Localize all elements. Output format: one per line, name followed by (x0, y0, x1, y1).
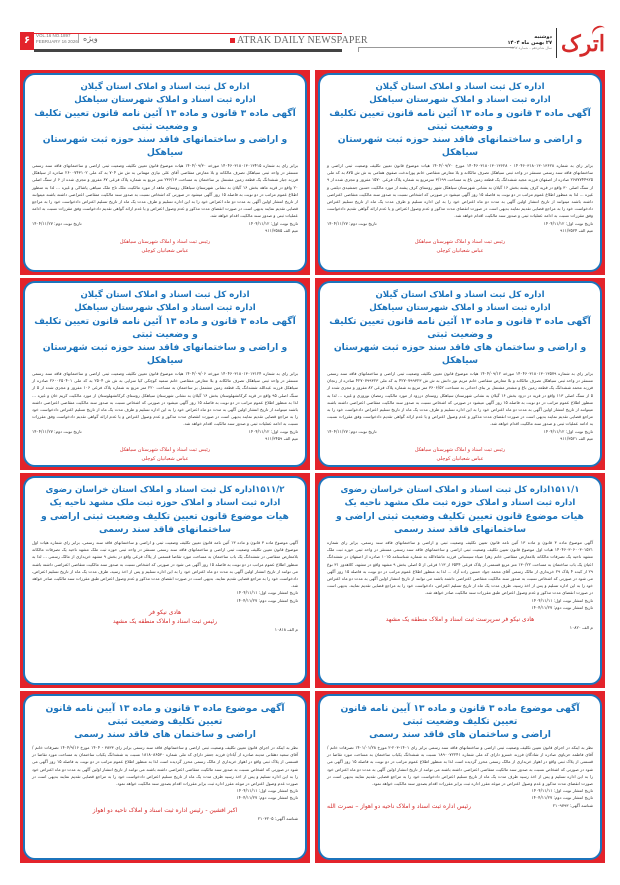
ad-signature: عباس شعبانیان کوچلی (436, 455, 484, 462)
ad-title: اداره ثبت اسناد و املاک شهرستان سیاهکل (369, 303, 551, 313)
ad-code: م الف ۱۰۸۲۰ (569, 625, 593, 631)
ad-notice (20, 278, 310, 470)
ad-signature: رئیس اداره ثبت اسناد و املاک ناحیه دو اهواز – نصرت الله (327, 802, 471, 810)
volume: VOL.16 NO.1897 (36, 33, 71, 38)
ad-title: ۱۵۱۱/۲اداره کل ثبت اسناد و املاک استان خراسان رضوی (45, 485, 285, 495)
ad-notice (315, 278, 605, 470)
date-rule (358, 47, 514, 48)
ad-signature: عباس شعبانیان کوچلی (141, 455, 189, 462)
section-label: ویژه (78, 34, 98, 43)
ad-notice (315, 691, 605, 863)
logo-separator (556, 28, 557, 58)
date-second: تاریخ نوبت دوم: ۱۴۰۴/۱۱/۲۷ (327, 428, 377, 434)
date-second: تاریخ انتشار نوبت دوم: ۱۴۰۴/۱۱/۲۷ (236, 795, 298, 801)
date-second: تاریخ انتشار نوبت دوم: ۱۴۰۴/۱۱/۲۷ (531, 604, 593, 610)
ad-body: نظر به اینکه در اجرای قانون تعیین تکلیف وضعیت ثبتی اراضی و ساختمانهای فاقد سند رسمی برابر رای ۳۸۳۳ - ۱۴۰۴ مورخ ۱۴۰۴/۹/۱۶ تصرفات خانم / آقای سعید دهقانی مدینه صادره از آبادان فرزند جعفر دارای کد ملی شماره ۱۸۱۸۰۸۶۵۳۰ نسبت به ششدانگ یکباب ساختمان به مساحت مورد تقاضا در قسمتی از پلاک ثبتی واقع در اهواز خریداری از مالک رسمی محرز گردیده است لذا به منظور اطلاع عموم مراتب در دو نوبت به فاصله ۱۵ روز آگهی می شود در صورتی که اشخاص نسبت به صدور سند مالکیت متقاضی اعتراضی داشته باشند می توانند از تاریخ انتشار اولین آگهی به مدت دو ماه اعتراض خود را به این اداره تسلیم و پس از اخذ رسید ظرف مدت یک ماه از تاریخ تسلیم اعتراض دادخواست خود را به مراجع قضایی تقدیم نمایند بدیهی است در صورت عدم وصول اعتراض در موعد مقرر اداره ثبت برابر مقررات اقدام بصدور سند مالکیت خواهد نمود. (32, 745, 298, 787)
ad-title: اراضی و ساختمان های فاقد سند رسمی (74, 729, 256, 740)
ad-code: م الف ۱۰۸۱۸ (274, 626, 298, 632)
ad-signature: رئیس ثبت اسناد و املاک منطقه یک مشهد (112, 617, 218, 625)
ad-notice (20, 473, 310, 688)
paper-name: ATRAK DAILY NEWSPAPER (230, 35, 368, 46)
ad-body: برابر رای به شماره ۱۴۰۴۶۰۳۱۸۰۱۳۰۱۳۶۲۸ - ۱۴۰۴۶۰۳۱۸۰۱۳۰۱۳۶۲۸ مورخ ۱۴۰۴/۰۹/۲۰ هیات موضوع قانون تعیین تکلیف وضعیت ثبتی اراضی و ساختمانهای فاقد سند رسمی مستقر در واحد ثبتی سیاهکل تصرف مالکانه و بلا معارض متقاضی خانم پوراندخت صفوی همامی به ش ش ۸۷۵ به کد ملی ۲۶۸۷۷۴۴۹۲۵ صادره از اصفهان فرزند مجید ششدانگ یک قطعه زمین باغ به مساحت ۳/۱۹۹ مترمربع به شماره پلاک فرعی ۱۵۷۰ مفروز و مجزی شده از ۹ از سنگ اصلی ۳۰ واقع در قریه کرف پشته بخش ۱۶ گیلان به نشانی شهرستان سیاهکل شهر روستای کرف پشته از مورد مالکیت حسین جمشیدی دیلمی و غیره ... لذا به منظور اطلاع عموم مراتب در دو نوبت به فاصله ۱۵ روز آگهی میشود در صورتی که اشخاص نسبت به صدور سند مالکیت متقاضی اعتراضی داشته باشند میتوانند از تاریخ انتشار اولین آگهی به مدت دو ماه اعتراض خود را به این اداره تسلیم و ظرف مدت یک ماه از تاریخ تسلیم اعتراض دادخواست خود را به مراجع قضایی تقدیم نمایند بدیهی است در صورت انقضای مدت مذکور و عدم وصول اعتراض و یا عدم ارائه گواهی تقدیم دادخواست وفق مقررات نسبت به ادامه عملیات ثبتی و صدور سند مالکیت اقدام خواهد شد. (327, 163, 594, 219)
date-second: تاریخ انتشار نوبت دوم: ۱۴۰۴/۱۱/۲۷ (531, 795, 593, 801)
date-block (500, 34, 552, 50)
header-bar (34, 49, 342, 52)
date-first: تاریخ نوبت اول: ۱۴۰۴/۱۱/۱۲ (543, 220, 593, 226)
ad-title: اداره کل ثبت اسناد و املاک استان گیلان (375, 290, 545, 300)
ad-title: آگهی موضوع ماده ۳ قانون و ماده ۱۳ آیین نامه قانون تعیین تکلیف وضعیت ثبتی (340, 703, 580, 727)
ad-body: برابر رای به شماره ۱۴۰۴۶۰۳۱۸۰۱۳۰۱۳۴۱۵ مورخه ۱۴۰۴/۰۹/۳۰ هیات موضوع قانون تعیین تکلیف وضعیت ثبتی اراضی و ساختمانهای فاقد سند رسمی مستقر در واحد ثبتی سیاهکل تصرف مالکانه و بلا معارض متقاضی آقای علی نیازی مهمانی به ش ش ۷۰۴ به کد ملی ۲۶۰۰۷۴۳۱۰۲ صادره از سیاهکل فرزند جبار ششدانگ یک قطعه زمین مشتمل بر ساختمان به مساحت ۲۳۶/۱۳ متر مربع به شماره پلاک فرعی ۶۷ مفروز و مجزی شده از ۶ از سنگ اصلی ۲۰ واقع در قریه ماهه بخش ۱۶ گیلان به نشانی شهرستان سیاهکل روستای ماهه از مورد مالکیت ملک تاج ملک سیاهی پاشاکی و غیره ... لذا به منظور اطلاع عموم مراتب در دو نوبت به فاصله ۱۵ روز آگهی میشود در صورتی که اشخاص نسبت به صدور سند مالکیت متقاضی اعتراضی داشته باشند میتوانند از تاریخ انتشار اولین آگهی به مدت دو ماه اعتراض خود را به این اداره تسلیم و ظرف مدت یک ماه از تاریخ تسلیم اعتراض دادخواست خود را به مراجع قضایی تقدیم نمایند بدیهی است در صورت انقضای مدت مذکور و عدم وصول اعتراض و یا عدم ارائه گواهی تقدیم دادخواست وفق مقررات نسبت به ادامه عملیات ثبتی و صدور سند مالکیت اقدام خواهد شد. (32, 163, 299, 219)
ad-title: و اراضی و ساختمانهای فاقد سند حوزه ثبت شهرستان سیاهکل (42, 342, 288, 366)
ad-signature: رئیس ثبت اسناد و املاک شهرستان سیاهکل (119, 238, 211, 245)
date-first: تاریخ انتشار نوبت اول: ۱۴۰۴/۱۱/۱۱ (236, 788, 298, 794)
ad-notice (315, 473, 605, 688)
issue-line: سال شانزدهم - شماره ۱۸۹۷ (510, 46, 552, 50)
ad-title: آگهی موضوع ماده ۳ قانون و ماده ۱۳ آیین نامه قانون تعیین تکلیف وضعیت ثبتی (45, 703, 285, 727)
ad-notice (20, 70, 310, 275)
ad-signature: رئیس ثبت اسناد و املاک شهرستان سیاهکل (119, 446, 211, 453)
ad-body: برابر رای به شماره ۱۴۰۴۶۰۳۱۸۰۱۳۰۱۳۱۲۴ مورخه ۱۴۰۴/۰۹/۰۶ هیات موضوع قانون تعیین تکلیف وضعیت ثبتی اراضی و ساختمانهای فاقد سند رسمی مستقر در واحد ثبتی سیاهکل تصرف مالکانه و بلا معارض متقاضی خانم سمیه کوچکی کیا سرایی به ش ش ۲۵۰۴ به کد ملی ۲۶۰۰۲۵۰۴۰۱ صادره از سیاهکل فرزند عبدالله ششدانگ یک قطعه زمین مشتمل بر ساختمان به مساحت ۲۲۰ متر مربع به شماره پلاک فرعی ۱۰۶ مفروز و مجزی شده از ۵ از سنگ اصلی ۹۵ واقع در قریه کرکانشهلوستان بخش ۱۶ گیلان به نشانی شهرستان سیاهکل روستای کرکانشهلوستان از مورد مالکیت کریم خان و غیره ... لذا به منظور اطلاع عموم مراتب در دو نوبت به فاصله ۱۵ روز آگهی میشود در صورتی که اشخاص نسبت به صدور سند مالکیت متقاضی اعتراضی داشته باشند میتوانند از تاریخ انتشار اولین آگهی به مدت دو ماه اعتراض خود را به این اداره تسلیم و ظرف مدت یک ماه از تاریخ تسلیم اعتراض دادخواست خود را به مراجع قضایی تقدیم نمایند بدیهی است در صورت انقضای مدت مذکور و عدم وصول اعتراض و یا عدم ارائه گواهی تقدیم دادخواست وفق مقررات نسبت به ادامه عملیات ثبتی و صدور سند مالکیت اقدام خواهد شد. (32, 371, 299, 427)
page-number: ۶ (20, 32, 34, 50)
date-first: تاریخ انتشار نوبت اول: ۱۴۰۴/۱۱/۱۱ (236, 590, 298, 596)
date-fa: ۲۷ بهمن ماه ۱۴۰۴ (507, 40, 552, 46)
ad-title: آگهی ماده ۳ قانون و ماده ۱۳ آئین نامه قانون تعیین تکلیف و وضعیت ثبتی (34, 316, 296, 340)
date-en: FEBRUARY 16 2026 (36, 39, 78, 44)
ad-code: میم الف ۹۱۱/۳۵۲۴ (560, 227, 593, 233)
ad-title: هیات موضوع قانون تعیین تکلیف وضعیت ثبتی اراضی و ساختمانهای فاقد سند رسمی (336, 511, 584, 535)
ad-body: برابر رای به شماره ۱۴۰۴۶۰۳۱۸۰۱۳۰۱۳۵۷۹ مورخه ۱۴۰۴/۰۹/۱۲ هیات موضوع قانون تعیین تکلیف وضعیت ثبتی اراضی و ساختمانهای فاقد سند رسمی مستقر در واحد ثبتی سیاهکل تصرف مالکانه و بلا معارض متقاضی خانم مریم نور دانش به ش ش ۴۲۷۰۷۹۹۳۲۳ به کد ملی ۴۲۷۰۷۹۹۳۲۳ صادره از زنجان فرزند محمد ششدانگ یک قطعه زمین باغ و مشجر مشتمل بر بنای احداثی به مساحت ۳۶۰۶/۵۲ متر مربع به شماره پلاک فرعی ۸۲ مفروز و مجزی شده از ۵ از سنگ اصلی ۱۱۳ واقع در قریه در دزود بخش ۱۶ گیلان به نشانی شهرستان سیاهکل روستای درزود از مورد مالکیت رمضان نوروزی و غیره ... لذا به منظور اطلاع عموم مراتب در دو نوبت به فاصله ۱۵ روز آگهی میشود در صورتی که اشخاص نسبت به صدور سند مالکیت متقاضی اعتراضی داشته باشند میتوانند از تاریخ انتشار اولین آگهی به مدت دو ماه اعتراض خود را به این اداره تسلیم و ظرف مدت یک ماه از تاریخ تسلیم اعتراض دادخواست خود را به مراجع قضایی تقدیم نمایند بدیهی است در صورت انقضای مدت مذکور و عدم وصول اعتراض و یا عدم ارائه گواهی تقدیم دادخواست وفق مقررات نسبت به ادامه عملیات ثبتی و صدور سند مالکیت اقدام خواهد شد. (327, 371, 593, 427)
ad-title: اداره ثبت اسناد و املاک حوزه ثبت ملک مشهد ناحیه یک (49, 498, 281, 508)
ad-signature: رئیس ثبت اسناد و املاک شهرستان سیاهکل (414, 446, 506, 453)
ad-title: اداره ثبت اسناد و املاک شهرستان سیاهکل (74, 303, 256, 313)
ad-title: آگهی ماده ۳ قانون و ماده ۱۳ آئین نامه قانون تعیین تکلیف و وضعیت ثبتی (329, 108, 591, 132)
date-first: تاریخ نوبت اول: ۱۴۰۴/۱۱/۱۲ (248, 428, 298, 434)
ad-title: اداره کل ثبت اسناد و املاک استان گیلان (80, 82, 250, 92)
ad-title: اداره ثبت اسناد و املاک حوزه ثبت ملک مشهد ناحیه یک (344, 498, 576, 508)
ad-title: اداره ثبت اسناد و املاک شهرستان سیاهکل (74, 95, 256, 105)
date-first: تاریخ انتشار نوبت اول: ۱۴۰۴/۱۱/۱۱ (531, 788, 593, 794)
date-second: تاریخ نوبت دوم: ۱۴۰۴/۱۱/۲۷ (32, 428, 82, 434)
date-first: تاریخ انتشار نوبت اول: ۱۴۰۴/۱۱/۱۱ (531, 597, 593, 603)
ad-title: ۱۵۱۱/۱اداره کل ثبت اسناد و املاک استان خراسان رضوی (340, 485, 580, 495)
ad-title: اداره ثبت اسناد و املاک شهرستان سیاهکل (369, 95, 551, 105)
ad-body: آگهی موضوع ماده ۳ قانون و ماده ۱۳ آئین نامه قانون تعیین تکلیف وضعیت ثبتی و اراضی و ساختمانهای فاقد سند رسمی، برابر رای شماره ۱۴۰۴۶۰۳۰۶۰۰۳۰۱۵۲۱ هیات اول موضوع قانون تعیین تکلیف وضعیت ثبتی اراضی و ساختمانهای فاقد سند رسمی مستقر در واحد ثبتی حوزه ثبت ملک مشهد ناحیه یک تصرفات مالکانه بلامعارض متقاضی خانم زهرا ضیاء سیستانی فرزند ماشاءالله به شماره شناسنامه ۱۰۱۵ صادره از اصفهان در ششدانگ اعیان یک باب ساختمان به مساحت ۱۳۰/۲۲ متر مربع قسمتی از پلاک فرعی ۶۵۴۴ از ۱۱۳ فرعی از ۵ اصلی بخش ۹ مشهد واقع در مشهد، کلاهدوز ۳۱ نوع ۲۹ از کبده ۴ پلاک ۲۹ خریداری از مالک رسمی آقای محمد جواد حسین زاده آزاد ... لذا به منظور اطلاع عموم مراتب در دو نوبت به فاصله ۱۵ روز آگهی می شود در صورتی که اشخاص نسبت به صدور سند مالکیت متقاضی اعتراضی داشته باشند می توانند از تاریخ انتشار اولین آگهی به مدت دو ماه اعتراض خود را به این اداره تسلیم و پس از اخذ رسید، ظرف مدت یک ماه از تاریخ تسلیم اعتراض، دادخواست خود را به مراجع قضایی تقدیم نمایند. بدیهی است در صورت انقضای مدت مذکور و عدم وصول اعتراض طبق مقررات سند مالکیت صادر خواهد شد. (327, 540, 594, 596)
ad-title: آگهی ماده ۳ قانون و ماده ۱۳ آئین نامه قانون تعیین تکلیف و وضعیت ثبتی (34, 108, 296, 132)
ad-signature: عباس شعبانیان کوچلی (436, 247, 484, 254)
ad-signature: رئیس ثبت اسناد و املاک شهرستان سیاهکل (414, 238, 506, 245)
ad-notice (20, 691, 310, 863)
ad-signature: هادی نیکو فر (148, 608, 182, 616)
ad-code: میم الف ۹۱۱/۳۵۲۱ (560, 435, 593, 441)
logo: اترک (560, 26, 606, 62)
volume-info (36, 33, 78, 45)
day: دوشنبه (534, 34, 552, 40)
date-second: تاریخ نوبت دوم: ۱۴۰۴/۱۱/۲۷ (327, 220, 377, 226)
ad-signature: عباس شعبانیان کوچلی (141, 247, 189, 254)
ad-code: شناسه آگهی: ۲۱۰۳۲۰۵ (257, 815, 298, 821)
square-bullet-icon (230, 38, 235, 43)
ad-code: شناسه آگهی: ۲۱۰۹۷۹۳ (552, 802, 593, 808)
ad-title: آگهی ماده ۳ قانون و ماده ۱۳ آئین نامه قانون تعیین تکلیف و وضعیت ثبتی (329, 316, 591, 340)
ad-title: و اراضی و ساختمانهای فاقد سند حوزه ثبت شهرستان سیاهکل (337, 134, 583, 158)
date-first: تاریخ نوبت اول: ۱۴۰۴/۱۱/۱۲ (543, 428, 593, 434)
ad-code: میم الف ۹۱۱/۳۴۵۹ (265, 435, 298, 441)
date-second: تاریخ انتشار نوبت دوم: ۱۴۰۴/۱۱/۲۷ (236, 597, 298, 603)
ad-body: نظر به اینکه در اجرای قانون تعیین تکلیف وضعیت ثبتی اراضی و ساختمانهای فاقد سند رسمی برابر رای ۱۴۰۱-۲۰۳-۲ مورخ ۱۴۰۱/۰۱/۲۸ تصرفات خانم / آقای فاطمه حزباوی صادره از شادگان فرزند خسرو دارای کد ملی شماره ۱۸۹۰۰۷۲۲۴۱ نسبت به ششدانگ یکباب ساختمان به مساحت مورد تقاضا در قسمتی از پلاک ثبتی واقع در اهواز خریداری از مالک رسمی محرز گردیده است لذا به منظور اطلاع عموم مراتب در دو نوبت به فاصله ۱۵ روز آگهی می شود در صورتی که اشخاص نسبت به صدور سند مالکیت متقاضی اعتراضی داشته باشند می توانند از تاریخ انتشار اولین آگهی به مدت دو ماه اعتراض خود را به این اداره تسلیم و پس از اخذ رسید ظرف مدت یک ماه از تاریخ تسلیم اعتراض دادخواست خود را به مراجع قضایی تقدیم نمایند بدیهی است در صورت انقضای مدت مذکور و عدم وصول اعتراض در موعد مقرر اداره ثبت برابر مقررات اقدام بصدور سند مالکیت خواهد نمود. (327, 745, 593, 787)
date-first: تاریخ نوبت اول: ۱۴۰۴/۱۱/۱۲ (248, 220, 298, 226)
masthead (0, 0, 620, 62)
ad-signature: هادی نیکو فر سرپرست ثبت اسناد و املاک منطقه یک مشهد (385, 616, 535, 624)
ad-title: اداره کل ثبت اسناد و املاک استان گیلان (375, 82, 545, 92)
ad-title: اراضی و ساختمان های فاقد سند رسمی (369, 729, 551, 740)
ad-body: آگهی موضوع ماده ۳ قانون و ماده ۱۳ آئین نامه قانون تعیین تکلیف وضعیت ثبتی و اراضی و ساختمانهای فاقد سند رسمی، برابر رای شماره هیات اول موضوع قانون تعیین تکلیف وضعیت ثبتی اراضی و ساختمانهای فاقد سند رسمی مستقر در واحد ثبتی حوزه ثبت ملک مشهد ناحیه یک تصرفات مالکانه بلامعارض متقاضی در ششدانگ یک باب ساختمان به مساحت مورد تقاضا قسمتی از پلاک فرعی واقع در بخش ۹ مشهد خریداری از مالک رسمی ... لذا به منظور اطلاع عموم مراتب در دو نوبت به فاصله ۱۵ روز آگهی می شود در صورتی که اشخاص نسبت به صدور سند مالکیت متقاضی اعتراضی داشته باشند می توانند از تاریخ انتشار اولین آگهی به مدت دو ماه اعتراض خود را به این اداره تسلیم و پس از اخذ رسید، ظرف مدت یک ماه از تاریخ تسلیم اعتراض، دادخواست خود را به مراجع قضایی تقدیم نمایند. بدیهی است در صورت انقضای مدت مذکور و عدم وصول اعتراض طبق مقررات سند مالکیت صادر خواهد شد. (32, 540, 298, 589)
ad-title: هیات موضوع قانون تعیین تکلیف وضعیت ثبتی اراضی و ساختمانهای فاقد سند رسمی (41, 511, 289, 535)
ad-signature: اکبر افشین - رئیس اداره ثبت اسناد و املاک ناحیه دو اهواز (92, 806, 238, 814)
date-second: تاریخ نوبت دوم: ۱۴۰۴/۱۱/۲۷ (32, 220, 82, 226)
ad-title: و اراضی و ساختمان های فاقد سند حوزه ثبت شهرستان سیاهکل (333, 342, 587, 366)
ad-code: میم الف ۹۱۱/۳۵۸۵ (265, 227, 298, 233)
ad-title: و اراضی و ساختمانهای فاقد سند حوزه ثبت شهرستان سیاهکل (42, 134, 288, 158)
date-tick (358, 47, 359, 52)
ad-title: اداره کل ثبت اسناد و املاک استان گیلان (80, 290, 250, 300)
ad-notice (315, 70, 605, 275)
